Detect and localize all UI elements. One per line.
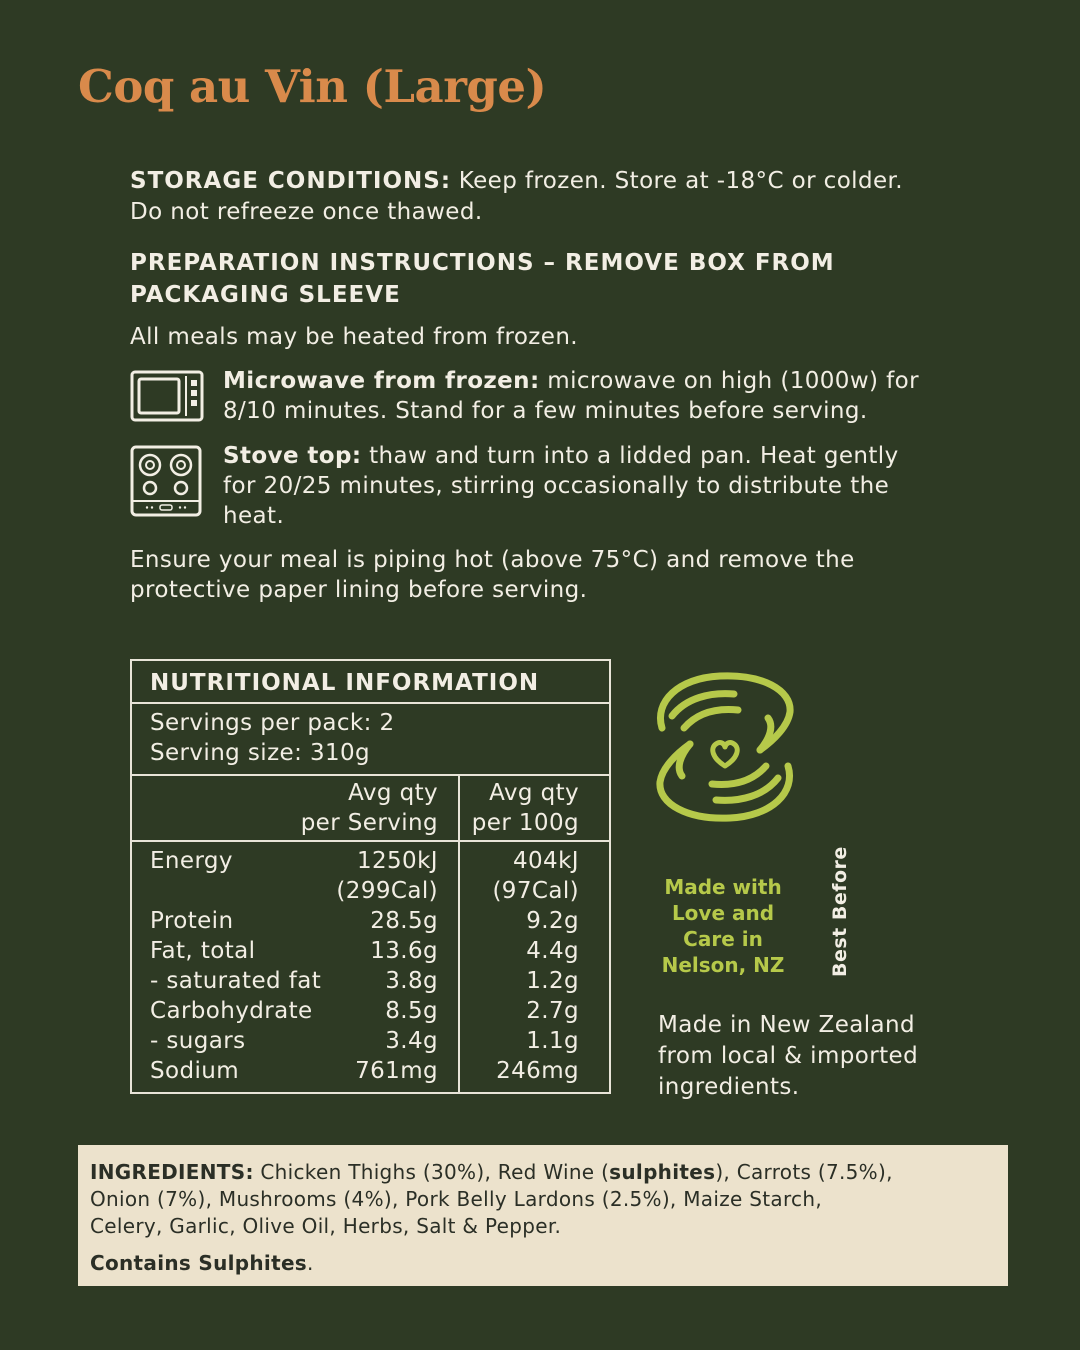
ingredients-text-1: Chicken Thighs (30%), Red Wine ( [253, 1160, 610, 1184]
storage-label: STORAGE CONDITIONS: [130, 168, 452, 194]
badge-line-1: Made with [664, 875, 782, 899]
nutrient-per-serving: 3.8g [385, 968, 438, 994]
nutrient-row [132, 1056, 458, 1086]
nutrient-row [132, 936, 458, 966]
nutrition-heading: NUTRITIONAL INFORMATION [131, 660, 610, 703]
nutrient-per-serving: 13.6g [370, 938, 438, 964]
ingredients-text-2: ), Carrots (7.5%), [715, 1160, 893, 1184]
ingredients-line-2: Onion (7%), Mushrooms (4%), Pork Belly Lardons (2.5%), Maize Starch, [90, 1187, 822, 1211]
per-100g-header-line-1: Avg qty [489, 780, 579, 806]
nutrition-serving-info [131, 703, 610, 775]
made-in-new-zealand [658, 1010, 978, 1103]
stove-top-text-1: thaw and turn into a lidded pan. Heat gently [361, 443, 899, 469]
nutrient-per-100g: (97Cal) [492, 878, 579, 904]
nutrient-per-100g: 2.7g [526, 998, 579, 1024]
stove-top-label: Stove top: [223, 443, 362, 469]
stove-top-text-3: heat. [223, 503, 285, 529]
per-serving-header-line-2: per Serving [300, 810, 438, 836]
preparation-heading [130, 247, 960, 311]
microwave-icon [130, 370, 204, 426]
servings-per-pack: Servings per pack: 2 [150, 710, 395, 736]
nutrient-name: Fat, total [150, 938, 256, 964]
serving-note [130, 545, 960, 605]
badge-line-4: Nelson, NZ [661, 953, 785, 977]
per-serving-header-line-1: Avg qty [348, 780, 438, 806]
nutrient-row [132, 1026, 458, 1056]
nutrient-per-100g: 1.1g [526, 1028, 579, 1054]
storage-text-2: Do not refreeze once thawed. [130, 199, 483, 225]
nutrient-per-serving: 3.4g [385, 1028, 438, 1054]
ingredients-label: INGREDIENTS: [90, 1160, 254, 1184]
made-in-line-1: Made in New Zealand [658, 1012, 916, 1038]
nutrient-name: Carbohydrate [150, 998, 313, 1024]
nutrient-row [132, 876, 458, 906]
nutrient-name: Protein [150, 908, 234, 934]
nutrient-per-serving: 1250kJ [356, 848, 438, 874]
per-100g-header [459, 775, 610, 841]
hands-heart-icon [650, 668, 800, 832]
nutrient-row [132, 966, 458, 996]
badge-line-2: Love and [671, 901, 775, 925]
badge-line-3: Care in [683, 927, 763, 951]
nutrient-name: Energy [150, 848, 233, 874]
nutrient-per-serving: 761mg [355, 1058, 438, 1084]
preparation-heading-line-1: PREPARATION INSTRUCTIONS – REMOVE BOX FROM [130, 250, 835, 276]
made-in-line-2: from local & imported [658, 1043, 919, 1069]
nutrient-per-serving: 28.5g [370, 908, 438, 934]
made-with-love-badge [652, 874, 794, 978]
nutrient-name: Sodium [150, 1058, 240, 1084]
microwave-text-2: 8/10 minutes. Stand for a few minutes before serving. [223, 398, 868, 424]
preparation-intro: All meals may be heated from frozen. [130, 324, 579, 350]
nutrition-table [130, 659, 611, 1094]
stove-top-text-2: for 20/25 minutes, stirring occasionally to distribute the [223, 473, 890, 499]
ingredients-line-3: Celery, Garlic, Olive Oil, Herbs, Salt & Pepper. [90, 1214, 562, 1238]
contains-end: . [307, 1251, 314, 1275]
per-serving-header [131, 775, 459, 841]
nutrient-per-100g: 9.2g [526, 908, 579, 934]
serving-note-line-2: protective paper lining before serving. [130, 577, 588, 603]
serving-size: Serving size: 310g [150, 740, 371, 766]
nutrient-per-100g: 246mg [496, 1058, 579, 1084]
microwave-text-1: microwave on high (1000w) for [539, 368, 919, 394]
nutrient-per-100g: 1.2g [526, 968, 579, 994]
nutrient-per-serving: (299Cal) [336, 878, 438, 904]
nutrient-per-100g-column [459, 841, 610, 1093]
storage-conditions [130, 165, 960, 227]
preparation-heading-line-2: PACKAGING SLEEVE [130, 282, 401, 308]
nutrient-name: - sugars [150, 1028, 246, 1054]
per-100g-header-line-2: per 100g [471, 810, 579, 836]
nutrient-row [132, 906, 458, 936]
page-title: Coq au Vin (Large) [78, 60, 547, 113]
ingredients-panel [78, 1145, 1008, 1286]
nutrient-per-serving: 8.5g [385, 998, 438, 1024]
best-before-label: Best Before [829, 846, 851, 977]
microwave-label: Microwave from frozen: [223, 368, 540, 394]
contains-allergens: Contains Sulphites [90, 1251, 308, 1275]
nutrient-name: - saturated fat [150, 968, 322, 994]
allergen-sulphites: sulphites [609, 1160, 716, 1184]
stove-top-icon [130, 445, 202, 521]
nutrient-row [132, 846, 458, 876]
nutrient-per-100g: 404kJ [512, 848, 579, 874]
nutrient-names-and-per-serving [131, 841, 459, 1093]
nutrient-per-100g: 4.4g [526, 938, 579, 964]
serving-note-line-1: Ensure your meal is piping hot (above 75°C) and remove the [130, 547, 855, 573]
nutrient-row [132, 996, 458, 1026]
made-in-line-3: ingredients. [658, 1074, 800, 1100]
storage-text-1: Keep frozen. Store at -18°C or colder. [451, 168, 903, 194]
